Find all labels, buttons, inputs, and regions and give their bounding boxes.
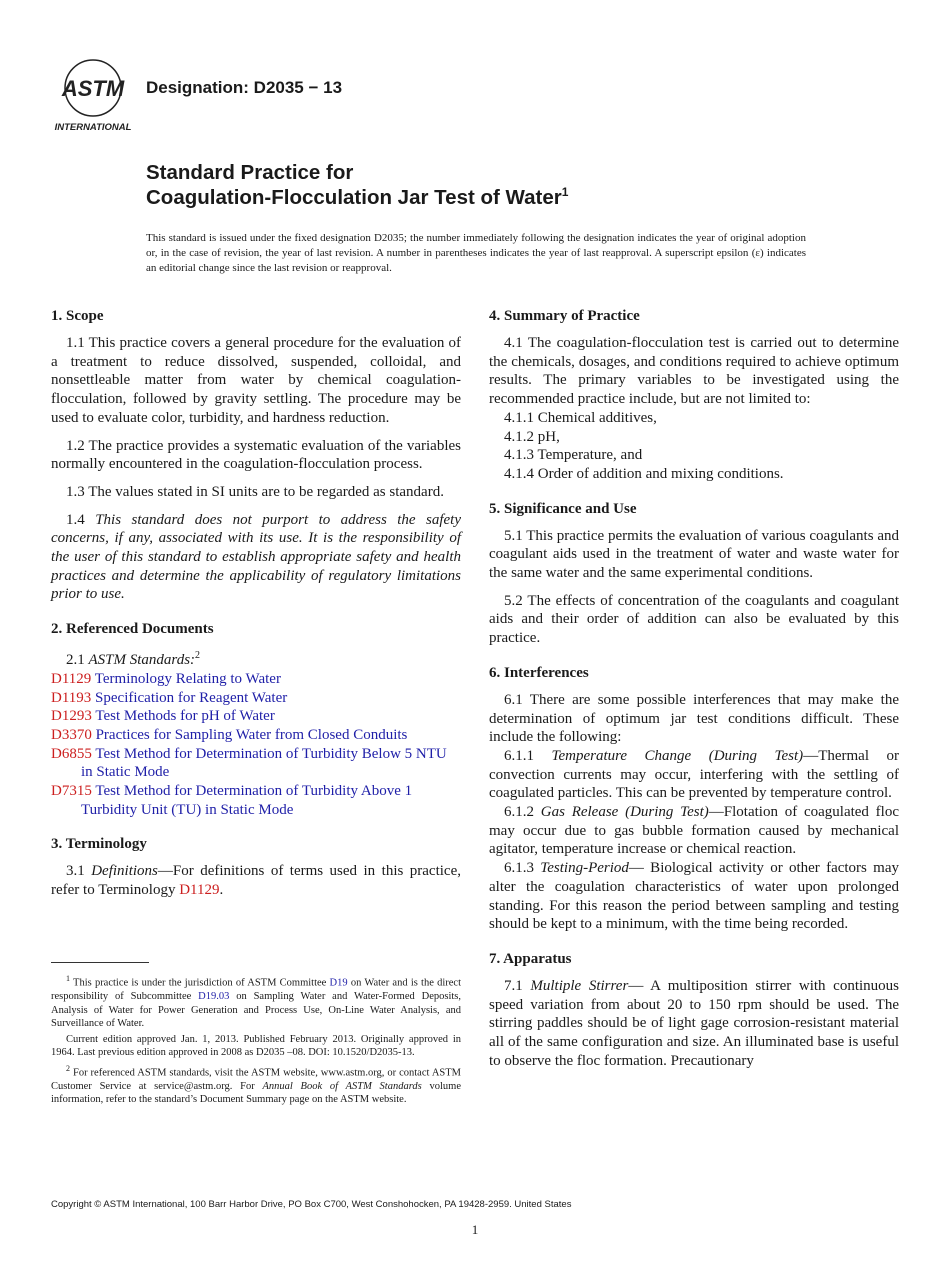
reference-link[interactable]: D6855 Test Method for Determination of Turbidity Below 5 NTU in Static Mode: [51, 745, 447, 781]
reference-link[interactable]: D1293 Test Methods for pH of Water: [51, 708, 275, 725]
footnote-1: $^1$ This practice is under the jurisdiction of ASTM Committee D19 on Water and is the direct responsibility of Subcommittee D19.03 on Sampling Water and Water-Formed Deposits, Analysis of Water for Power Generation and Process Use, On-Line Water Analysis, and Surveillance of Water.: [51, 974, 462, 1029]
paragraph: 5.1 This practice permits the evaluation of various coagulants and coagulant aids used in the treatment of water and waste water for the same water and the same experimental conditions.: [489, 527, 899, 582]
paragraph: 1.2 The practice provides a systematic evaluation of the variables normally encountered in the coagulation-flocculation process.: [51, 437, 461, 473]
section-apparatus: [489, 950, 899, 1071]
reference-link[interactable]: D3370 Practices for Sampling Water from Closed Conduits: [51, 726, 408, 743]
footnote-2: $^2$ For referenced ASTM standards, visit the ASTM website, www.astm.org, or contact ASTM Customer Service at service@astm.org. For Annual Book of ASTM Standards volume information, refer to the standard’s Document Summary page on the ASTM website.: [51, 1063, 461, 1105]
list-item: 4.1.1 Chemical additives,: [504, 409, 657, 426]
logo-subtext: INTERNATIONAL: [54, 122, 132, 132]
paragraph: 3.1 Definitions—For definitions of terms used in this practice, refer to Terminology D1129.: [51, 863, 461, 899]
footnote-divider: [51, 962, 149, 963]
issuance-notice: This standard is issued under the fixed designation D2035; the number immediately following the designation indicates the year of original adoption or, in the case of revision, the year of last revision. A number in parentheses indicates the year of last reapproval. A superscript epsilon (ε) indicates an editorial change since the last revision or reapproval.: [146, 232, 806, 274]
section-terminology: [51, 835, 461, 899]
astm-logo: [50, 58, 136, 132]
section-summary: [489, 307, 899, 484]
paragraph: 6.1.3 Testing-Period— Biological activity or other factors may alter the coagulation characteristics of water upon prolonged standing. For this reason the period between sampling and testing should be kept to a minimum, with the time being recorded.: [489, 860, 899, 933]
left-column: [51, 307, 461, 916]
reference-link[interactable]: D1129 Terminology Relating to Water: [51, 670, 281, 687]
section-heading: 3. Terminology: [51, 836, 147, 853]
title-line-2: Coagulation-Flocculation Jar Test of Water$^1$: [146, 185, 569, 209]
section-heading: 6. Interferences: [489, 664, 589, 681]
committee-link[interactable]: D19: [329, 977, 348, 989]
reference-link[interactable]: D7315 Test Method for Determination of Turbidity Above 1 Turbidity Unit (TU) in Static Mode: [51, 783, 413, 818]
section-interferences: [489, 664, 899, 934]
paragraph: 4.1 The coagulation-flocculation test is carried out to determine the chemicals, dosages, and conditions required to achieve optimum results. The primary variables to be investigated using the recommended practice include, but are not limited to:: [489, 335, 899, 408]
section-heading: 7. Apparatus: [489, 950, 572, 967]
designation: Designation: D2035 − 13: [146, 78, 343, 97]
footnote-1-edition: Current edition approved Jan. 1, 2013. Published February 2013. Originally approved in 1964. Last previous edition approved in 2008 as D2035 –08. DOI: 10.1520/D2035-13.: [51, 1033, 461, 1058]
paragraph: 1.1 This practice covers a general procedure for the evaluation of a treatment to reduce dissolved, suspended, colloidal, and nonsettleable matter from water by chemical coagulation-flocculation, followed by gravity settling. The procedure may be used to evaluate color, turbidity, and hardness reduction.: [51, 335, 461, 426]
footnotes: [51, 972, 461, 1109]
standards-intro: 2.1 ASTM Standards:$^2$: [66, 650, 201, 669]
section-scope: [51, 307, 461, 604]
reference-link[interactable]: D1193 Specification for Reagent Water: [51, 689, 288, 706]
paragraph: 6.1.1 Temperature Change (During Test)—Thermal or convection currents may occur, interfering with the settling of coagulated particles. This can be prevented by temperature control.: [489, 747, 899, 802]
section-heading: 4. Summary of Practice: [489, 308, 640, 324]
right-column: [489, 307, 899, 1087]
list-item: 4.1.4 Order of addition and mixing conditions.: [504, 465, 784, 482]
paragraph: 1.4 This standard does not purport to address the safety concerns, if any, associated with its use. It is the responsibility of the user of this standard to establish appropriate safety and health practices and determine the applicability of regulatory limitations prior to use.: [51, 511, 462, 603]
page-number: 1: [471, 1222, 479, 1237]
title-footnote-ref[interactable]: 1: [561, 185, 569, 200]
paragraph: 5.2 The effects of concentration of the coagulants and coagulant aids and their order of addition can also be evaluated by this practice.: [489, 592, 899, 647]
subcommittee-link[interactable]: D19.03: [198, 991, 230, 1002]
section-heading: 2. Referenced Documents: [51, 621, 214, 638]
paragraph: 6.1.2 Gas Release (During Test)—Flotation of coagulated floc may occur due to gas bubble formation caused by mechanical agitator, temperature increase or chemical reaction.: [489, 804, 900, 858]
list-item: 4.1.3 Temperature, and: [504, 447, 643, 464]
title-line-1: Standard Practice for: [146, 161, 354, 184]
section-heading: 5. Significance and Use: [489, 500, 637, 517]
section-significance: [489, 500, 899, 648]
terminology-link[interactable]: D1129: [179, 882, 220, 899]
copyright-notice: Copyright © ASTM International, 100 Barr Harbor Drive, PO Box C700, West Conshohocken, PA 19428-2959. United States: [51, 1199, 572, 1210]
section-referenced-documents: [51, 620, 461, 819]
paragraph: 7.1 Multiple Stirrer— A multiposition stirrer with continuous speed variation from about 20 to 150 rpm should be used. The stirring paddles should be of light gage corrosion-resistant material all of the same configuration and size. An illuminated base is useful to observe the floc formation. Precautionary: [489, 977, 900, 1069]
paragraph: 1.3 The values stated in SI units are to be regarded as standard.: [66, 483, 444, 500]
logo-text: ASTM: [61, 76, 125, 101]
document-title: [146, 160, 568, 210]
list-item: 4.1.2 pH,: [504, 428, 560, 445]
section-heading: 1. Scope: [51, 308, 104, 324]
paragraph: 6.1 There are some possible interferences that may make the determination of optimum jar test conditions difficult. These include the following:: [489, 691, 899, 746]
